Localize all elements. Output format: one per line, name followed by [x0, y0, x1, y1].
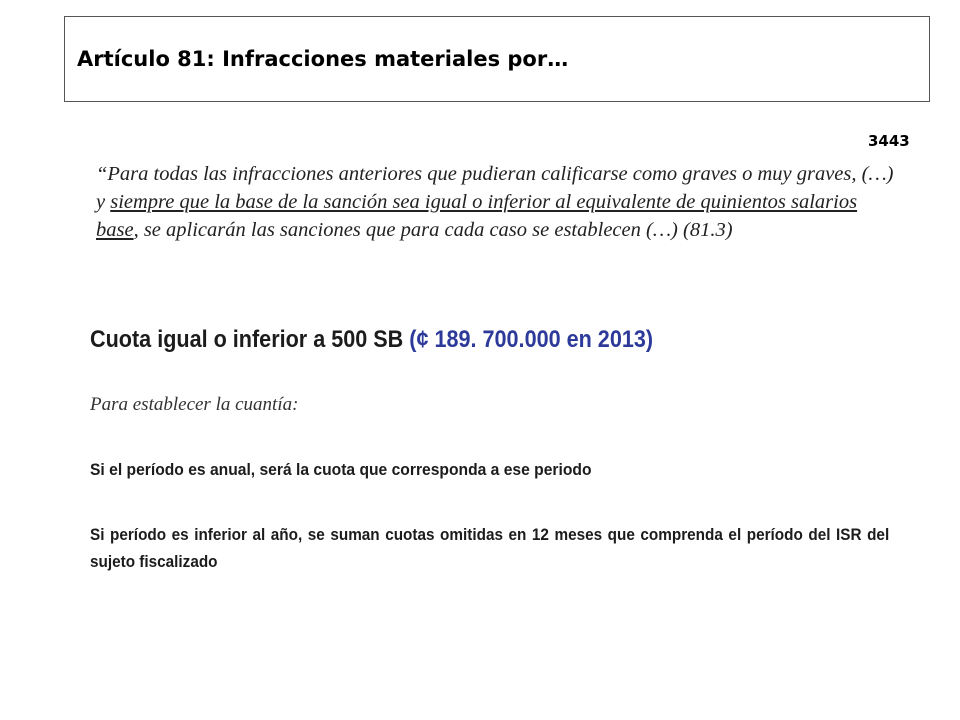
legal-quote — [96, 160, 896, 244]
quote-text-start: Para todas las infracciones anteriores que pudieran calificarse como graves o muy graves, (…) y — [96, 163, 894, 213]
rule-partial-period: Si período es inferior al año, se suman cuotas omitidas en 12 meses que comprenda el período del ISR del sujeto fiscalizado — [90, 525, 890, 571]
cuota-heading — [90, 326, 653, 354]
slide-number: 3443 — [868, 132, 910, 150]
quote-text-end: , se aplicarán las sanciones que para cada caso se establecen (…) (81.3) — [133, 219, 733, 241]
title-box — [64, 16, 930, 102]
quote-underlined-text: siempre que la base de la sanción sea igual o inferior al equivalente de quinientos salarios base — [96, 191, 858, 241]
cuantia-heading: Para establecer la cuantía: — [90, 394, 299, 415]
cuota-label: Cuota igual o inferior a 500 SB — [90, 326, 410, 353]
cuota-amount: (¢ 189. 700.000 en 2013) — [409, 326, 654, 353]
quote-open-mark: “ — [96, 163, 108, 185]
rule-annual-period: Si el período es anual, será la cuota que corresponda a ese periodo — [90, 460, 592, 479]
slide-title: Artículo 81: Infracciones materiales por… — [77, 47, 569, 71]
